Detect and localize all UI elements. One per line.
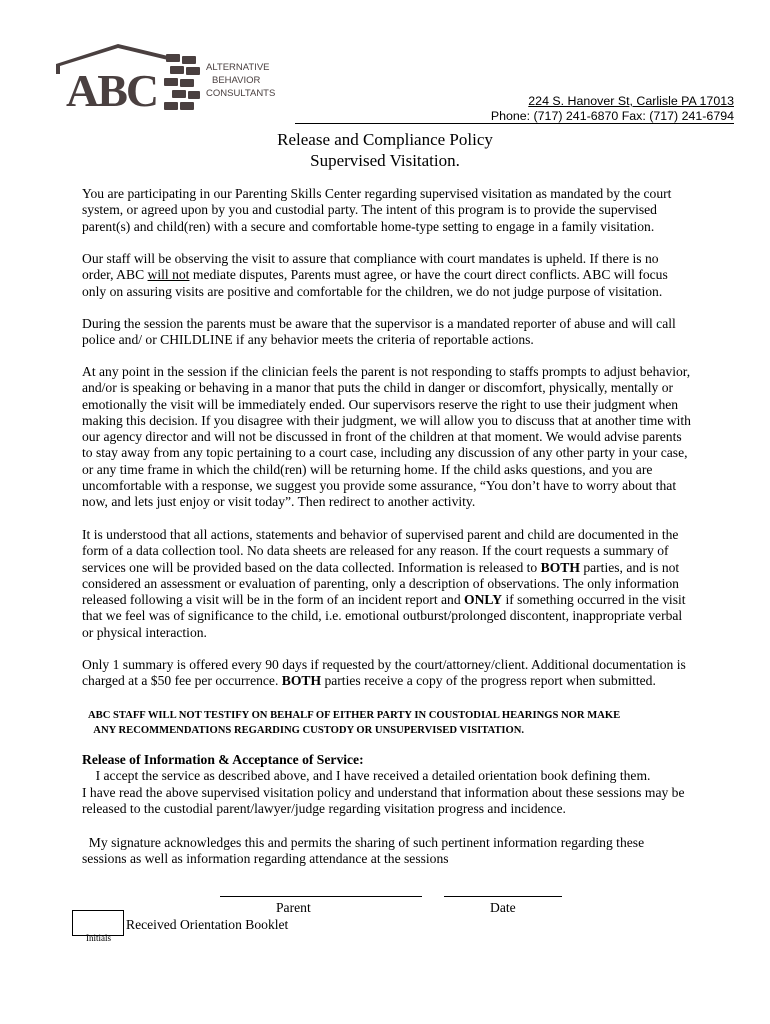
parent-label: Parent <box>276 900 311 915</box>
intro-paragraph: You are participating in our Parenting Skills Center regarding supervised visitation as mandated by the court system, or agreed upon by you and custodial party. The intent of this program is to provide the supervised parent(s) and child(ren) with a secure and comfortable home-type setting to engage in a family visitation. <box>82 186 672 234</box>
header-divider <box>295 123 734 124</box>
release-heading: Release of Information & Acceptance of Service: <box>82 752 364 767</box>
date-signature-line[interactable] <box>444 896 562 897</box>
address-line: 224 S. Hanover St, Carlisle PA 17013 <box>528 94 734 108</box>
page-subtitle: Supervised Visitation. <box>310 151 460 170</box>
documentation-paragraph: It is understood that all actions, statements and behavior of supervised parent and child are documented in the form of a data collection tool. No data sheets are released for any reason. If the court requests a summary of services one will be provided based on the data collected. Information is released to BOTH parties, and is not considered an assessment or evaluation of parenting, only a description of observations. The only information released following a visit will be in the form of an incident report and ONLY if something occurred in the visit that we feel was of significance to the child, i.e. emotional outburst/prolonged discontent, inappropriate verbal or physical interaction. <box>82 527 686 640</box>
logo-abbr: ABC <box>66 65 158 116</box>
initials-label: Initials <box>86 933 111 943</box>
release-section: Release of Information & Acceptance of Service: I accept the service as described above, and I have received a detailed orientation book defining them. I have read the above supervised visitation policy and understand that information about these sessions may be released to the custodial parent/lawyer/judge regarding visitation progress and incidence. <box>82 752 685 816</box>
phone-fax-line: Phone: (717) 241-6870 Fax: (717) 241-6794 <box>490 109 734 123</box>
observation-paragraph: Our staff will be observing the visit to assure that compliance with court mandates is upheld. If there is no order, ABC will not mediate disputes, Parents must agree, or have the court direct conflicts. ABC will focus only on assuring visits are positive and comfortable for the children, we do not judge purpose of visitation. <box>82 251 668 299</box>
logo-line1: ALTERNATIVE <box>206 62 270 73</box>
session-ending-paragraph: At any point in the session if the clinician feels the parent is not responding to staffs prompts to adjust behavior, and/or is speaking or behaving in a manor that puts the child in danger or discomfort, physically, mentally or emotionally the visit will be immediately ended. Our supervisors reserve the right to use their judgment when making this decision. If you disagree with their judgment, we will allow you to discuss that at another time with our agency director and will not be discussed in front of the children at that moment. We would advise parents to stay away from any topic pertaining to a court case, including any discussion of any other party in your case, or any time frame in which the child(ren) will be returning home. If the child asks questions, and you are uncomfortable with a response, we suggest you provide some assurance, “You don’t have to worry about that now, and lets just enjoy or visit today”. Then redirect to another activity. <box>82 364 691 510</box>
orientation-booklet-label: Received Orientation Booklet <box>126 917 289 932</box>
summary-paragraph: Only 1 summary is offered every 90 days if requested by the court/attorney/client. Additional documentation is charged at a $50 fee per occurrence. BOTH parties receive a copy of the progress report when submitted. <box>82 657 686 689</box>
parent-signature-line[interactable] <box>220 896 422 897</box>
abc-logo <box>52 42 292 122</box>
signature-acknowledgement: My signature acknowledges this and permits the sharing of such pertinent information regarding these sessions as well as information regarding attendance at the sessions <box>82 835 645 867</box>
reporter-paragraph: During the session the parents must be aware that the supervisor is a mandated reporter of abuse and will call police and/ or CHILDLINE if any behavior meets the criteria of reportable actions. <box>82 316 676 348</box>
page-title: Release and Compliance Policy <box>277 130 493 149</box>
logo-line2: BEHAVIOR <box>212 75 261 86</box>
brick-icon <box>164 54 200 110</box>
date-label: Date <box>490 900 516 915</box>
logo-line3: CONSULTANTS <box>206 88 276 99</box>
testimony-notice: ABC STAFF WILL NOT TESTIFY ON BEHALF OF EITHER PARTY IN COUSTODIAL HEARINGS NOR MAKE ANY RECOMMENDATIONS REGARDING CUSTODY OR UNSUPERVISED VISITATION. <box>88 710 621 736</box>
